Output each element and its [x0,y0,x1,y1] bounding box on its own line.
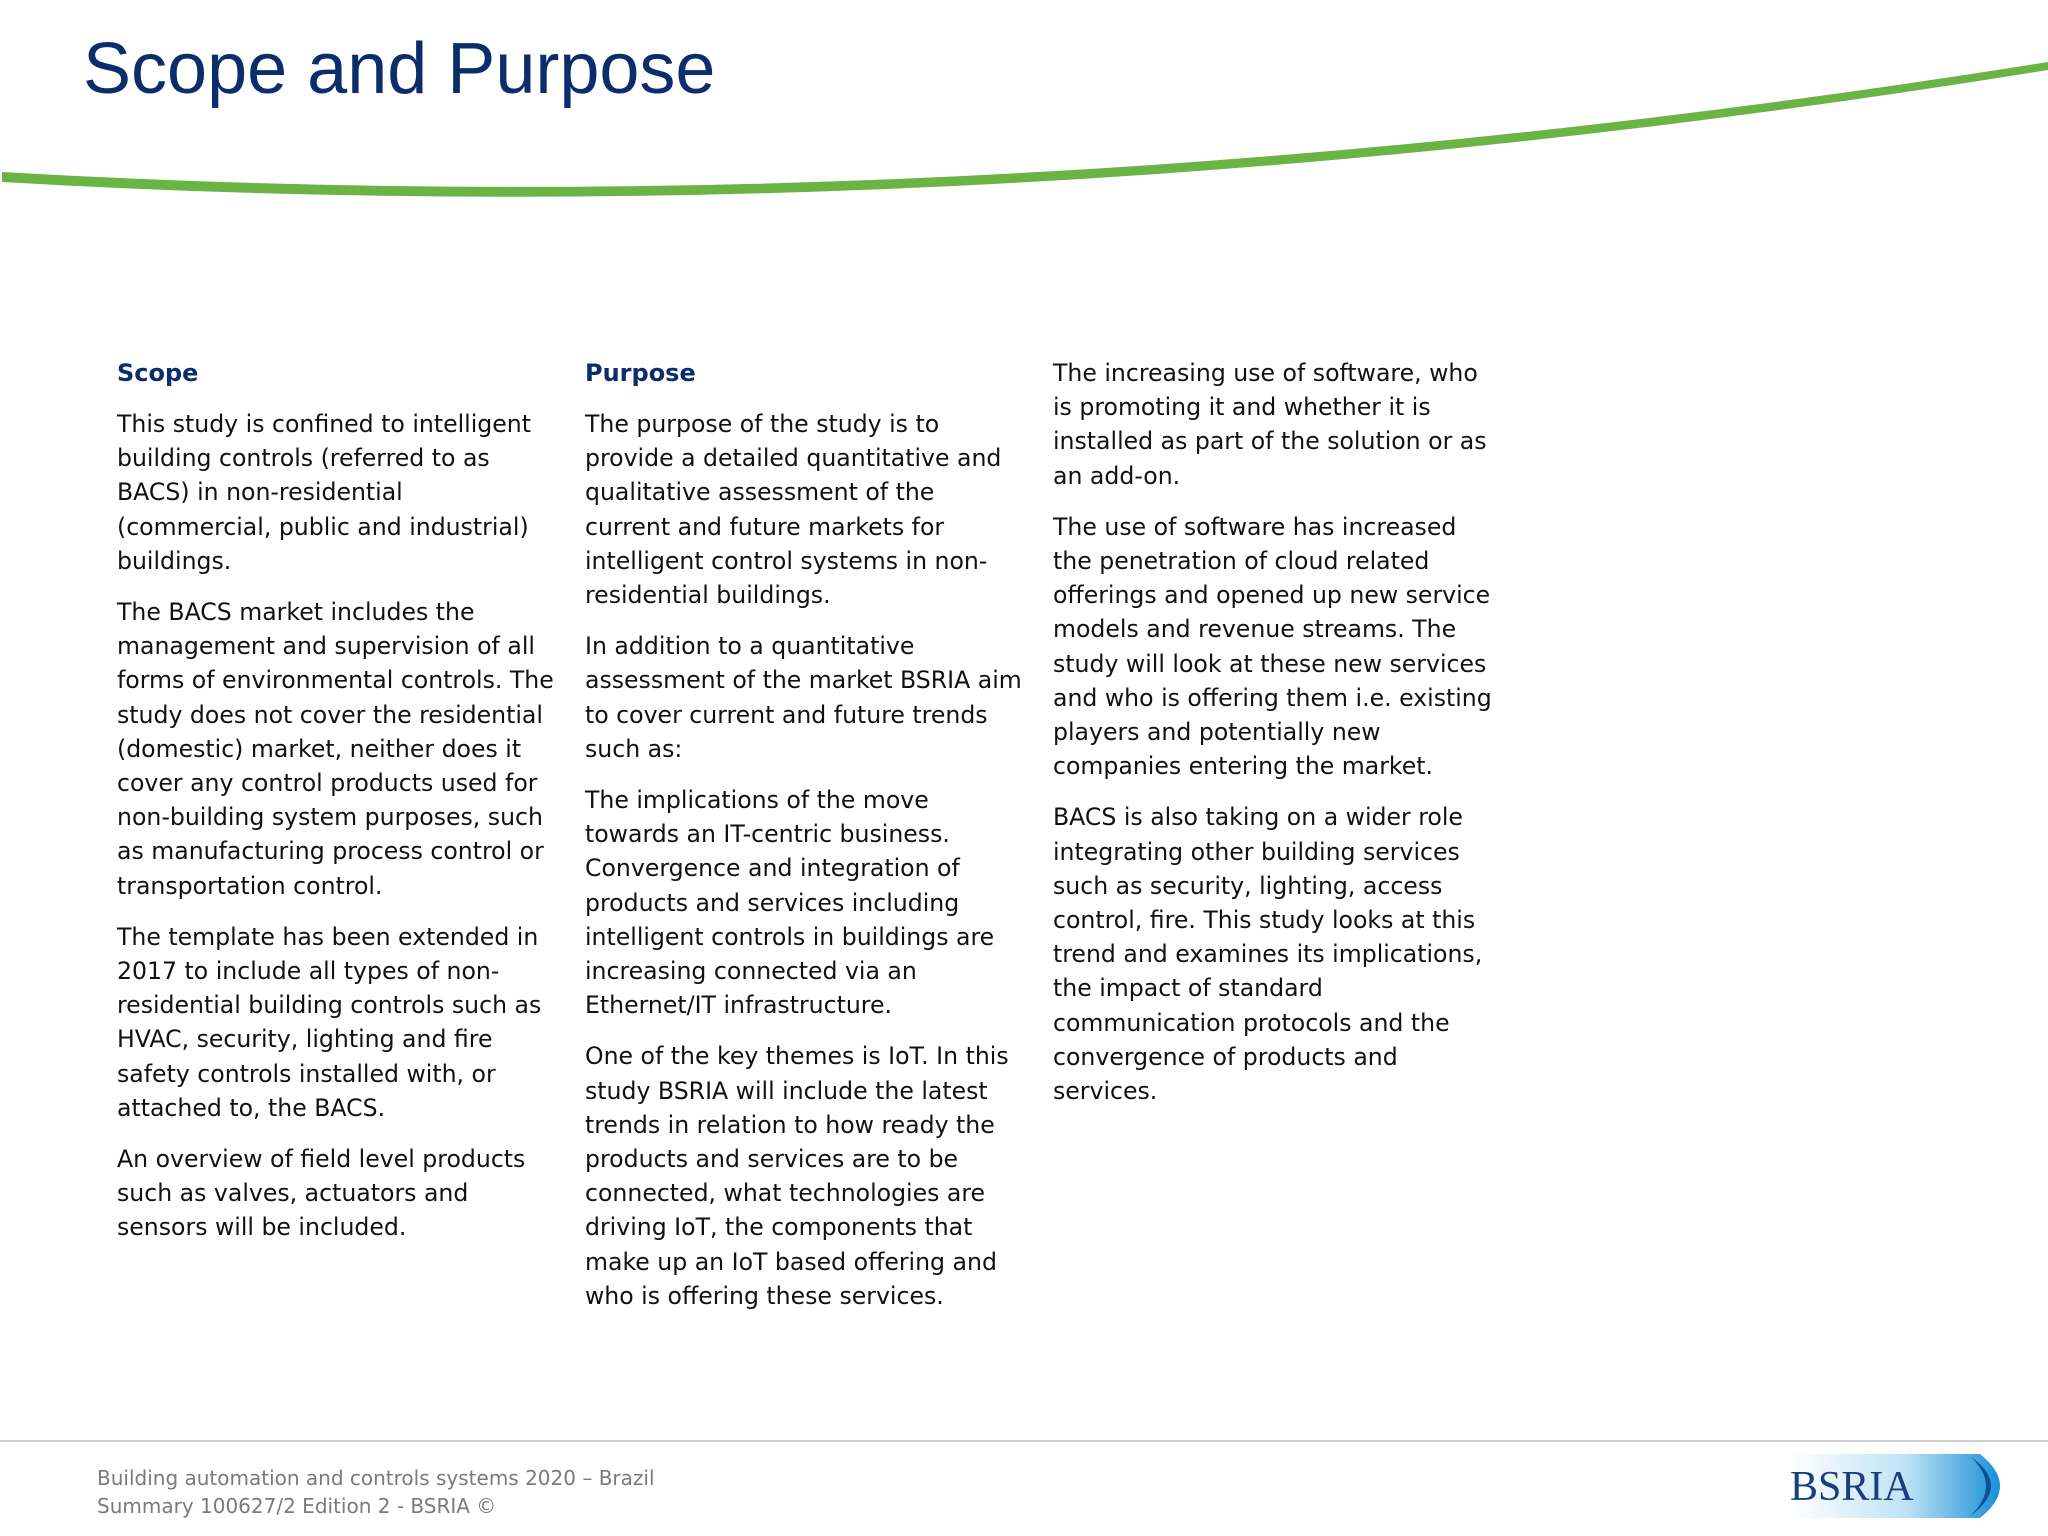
scope-paragraph-4: An overview of field level products such as valves, actuators and sensors will be included. [117,1145,526,1242]
purpose-continued-column [1053,356,1493,1125]
logo-text: BSRIA [1790,1464,1914,1510]
footer-line-2: Summary 100627/2 Edition 2 - BSRIA © [97,1494,497,1518]
col3-paragraph-1: The increasing use of software, who is promoting it and whether it is installed as part of the solution or as an add-on. [1053,359,1487,490]
scope-heading: Scope [117,359,199,387]
bsria-logo [1780,1448,2020,1524]
purpose-heading: Purpose [585,359,696,387]
footer-divider [0,1440,2048,1442]
scope-paragraph-3: The template has been extended in 2017 to include all types of non-residential building controls such as HVAC, security, lighting and fire safety controls installed with, or attached to, the BACS. [117,922,542,1122]
scope-paragraph-1: This study is confined to intelligent building controls (referred to as BACS) in non-residential (commercial, public and industrial) buildings. [117,410,531,575]
col3-paragraph-3: BACS is also taking on a wider role integrating other building services such as security, lighting, access control, fire. This study looks at this trend and examines its implications, the impact of standard communication protocols and the convergence of products and services. [1053,803,1483,1106]
scope-column [117,356,557,1262]
page-title: Scope and Purpose [83,29,716,109]
purpose-paragraph-3: The implications of the move towards an IT-centric business. Convergence and integration of products and services including intelligent controls in buildings are increasing connected via an Ethernet/IT infrastructure. [585,786,995,1020]
footer [97,1464,655,1520]
col3-paragraph-2: The use of software has increased the penetration of cloud related offerings and opened up new service models and revenue streams. The study will look at these new services and who is offering them i.e. existing players and potentially new companies entering the market. [1053,512,1492,781]
footer-line-1: Building automation and controls systems 2020 – Brazil [97,1466,655,1490]
purpose-paragraph-4: One of the key themes is IoT. In this study BSRIA will include the latest trends in relation to how ready the products and services are to be connected, what technologies are driving IoT, the components that make up an IoT based offering and who is offering these services. [585,1042,1009,1310]
scope-paragraph-2: The BACS market includes the management and supervision of all forms of environmental controls. The study does not cover the residential (domestic) market, neither does it cover any control products used for non-building system purposes, such as manufacturing process control or transportation control. [117,598,554,900]
purpose-column [585,356,1025,1330]
purpose-paragraph-2: In addition to a quantitative assessment of the market BSRIA aim to cover current and future trends such as: [585,632,1022,763]
purpose-paragraph-1: The purpose of the study is to provide a detailed quantitative and qualitative assessment of the current and future markets for intelligent control systems in non-residential buildings. [585,410,1002,610]
